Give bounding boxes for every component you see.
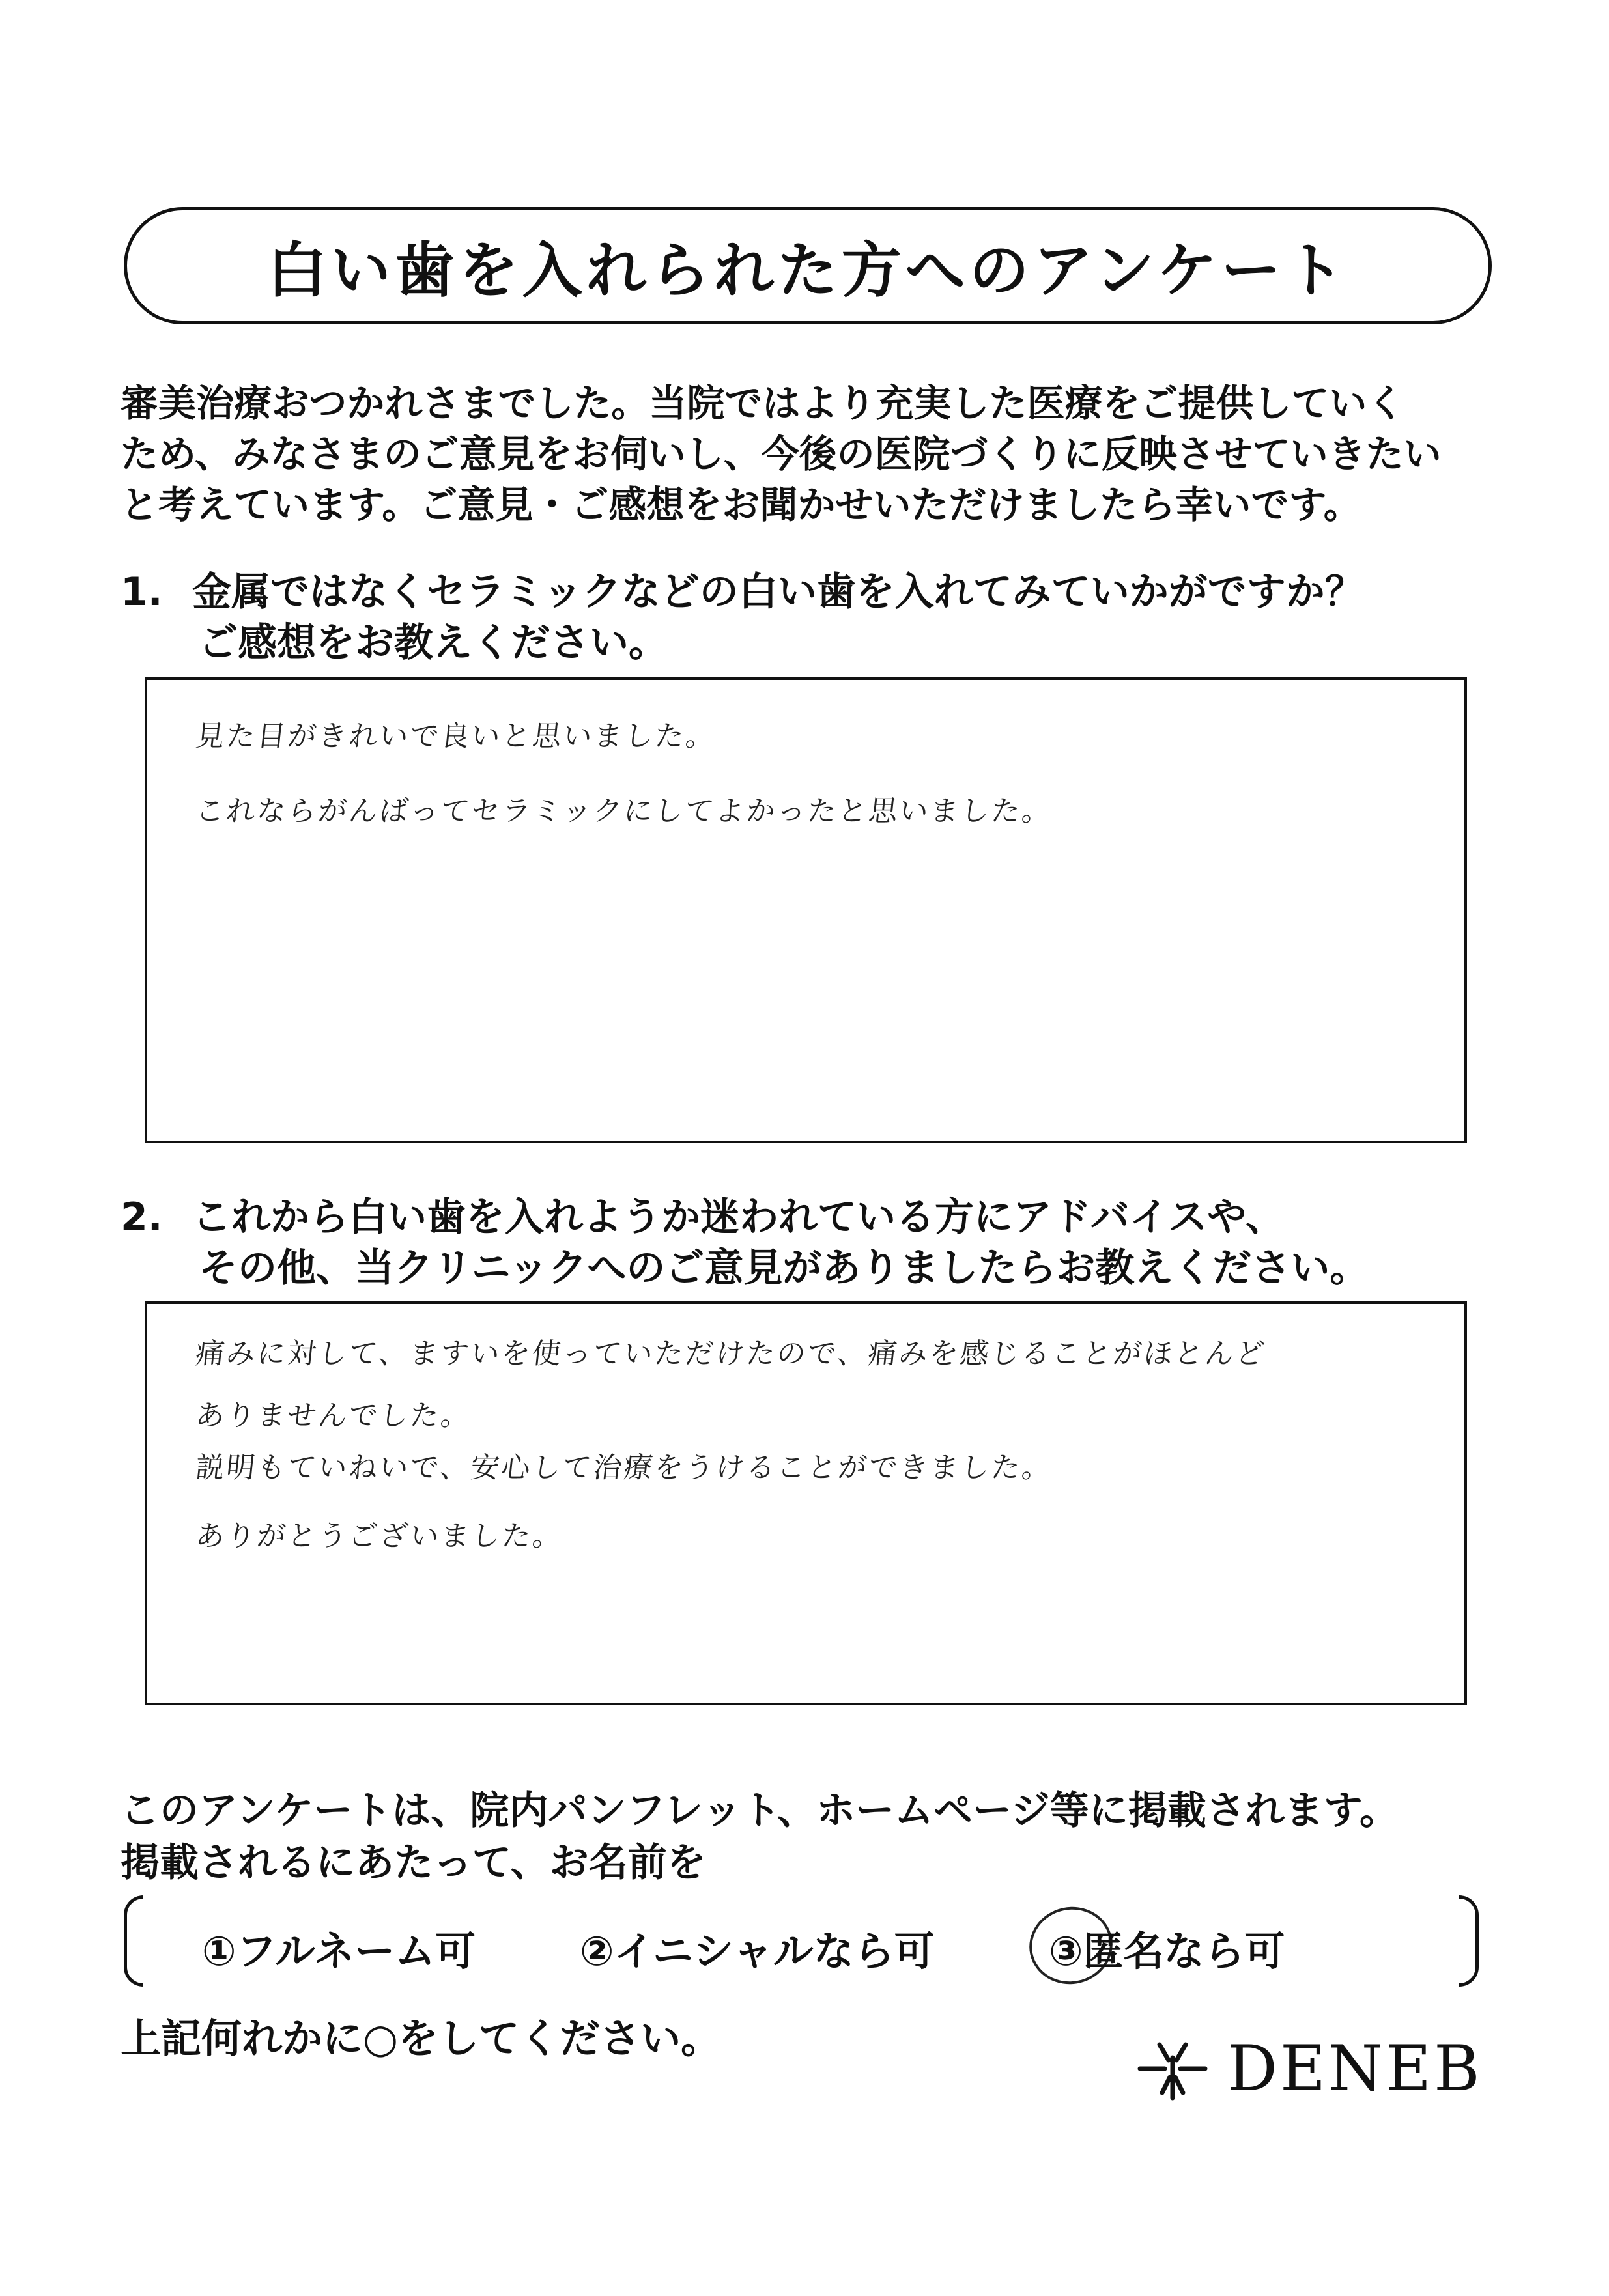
notice-line: このアンケートは、院内パンフレット、ホームページ等に掲載されます。: [121, 1788, 1399, 1834]
title-frame: [124, 207, 1492, 324]
question-text: ご感想をお教えください。: [199, 620, 668, 666]
question-text: これから白い歯を入れようか迷われている方にアドバイスや、: [192, 1195, 1285, 1240]
handwritten-answer-line: ありませんでした。: [193, 1399, 474, 1432]
question-number: 2.: [121, 1195, 163, 1240]
instruction-text: 上記何れかに○をしてください。: [121, 2015, 722, 2062]
notice-line: 掲載されるにあたって、お名前を: [121, 1840, 706, 1886]
answer-box-2[interactable]: [145, 1301, 1467, 1705]
question-2: [121, 1192, 1521, 1294]
question-number: 1.: [121, 569, 163, 615]
intro-line: ため、みなさまのご意見をお伺いし、今後の医院づくりに反映させていきたい: [121, 432, 1442, 476]
handwritten-answer-line: ありがとうございました。: [193, 1520, 565, 1553]
page-title: 白い歯を入れられた方へのアンケート: [266, 236, 1349, 305]
right-bracket: [1459, 1895, 1479, 1987]
handwritten-answer-line: 説明もていねいで、安心して治療をうけることができました。: [193, 1451, 1055, 1484]
intro-line: と考えています。ご意見・ご感想をお聞かせいただけましたら幸いです。: [121, 483, 1361, 527]
question-1: [121, 567, 1521, 668]
name-choice-group: [124, 1895, 1479, 1993]
question-text: その他、当クリニックへのご意見がありましたらお教えください。: [199, 1245, 1369, 1291]
deneb-star-icon: [1133, 2033, 1212, 2105]
choice-full-name[interactable]: ①フルネーム可: [202, 1927, 476, 1975]
intro-text: [121, 378, 1521, 530]
deneb-logo-text: DENEB: [1227, 2032, 1483, 2105]
choice-anonymous[interactable]: ③匿名なら可: [1049, 1927, 1285, 1975]
answer-box-1[interactable]: [145, 677, 1467, 1143]
handwritten-answer-line: 見た目がきれいで良いと思いました。: [193, 720, 719, 753]
publication-notice: [121, 1785, 1554, 1889]
intro-line: 審美治療おつかれさまでした。当院ではより充実した医療をご提供していく: [121, 381, 1405, 425]
handwritten-answer-line: 痛みに対して、ますいを使っていただけたので、痛みを感じることがほとんど: [193, 1337, 1268, 1370]
question-text: 金属ではなくセラミックなどの白い歯を入れてみていかがですか？: [192, 569, 1364, 615]
handwritten-answer-line: これならがんばってセラミックにしてよかったと思いました。: [193, 795, 1055, 828]
choice-initials[interactable]: ②イニシャルなら可: [580, 1927, 935, 1975]
deneb-logo: [1133, 2032, 1483, 2105]
left-bracket: [124, 1895, 143, 1987]
